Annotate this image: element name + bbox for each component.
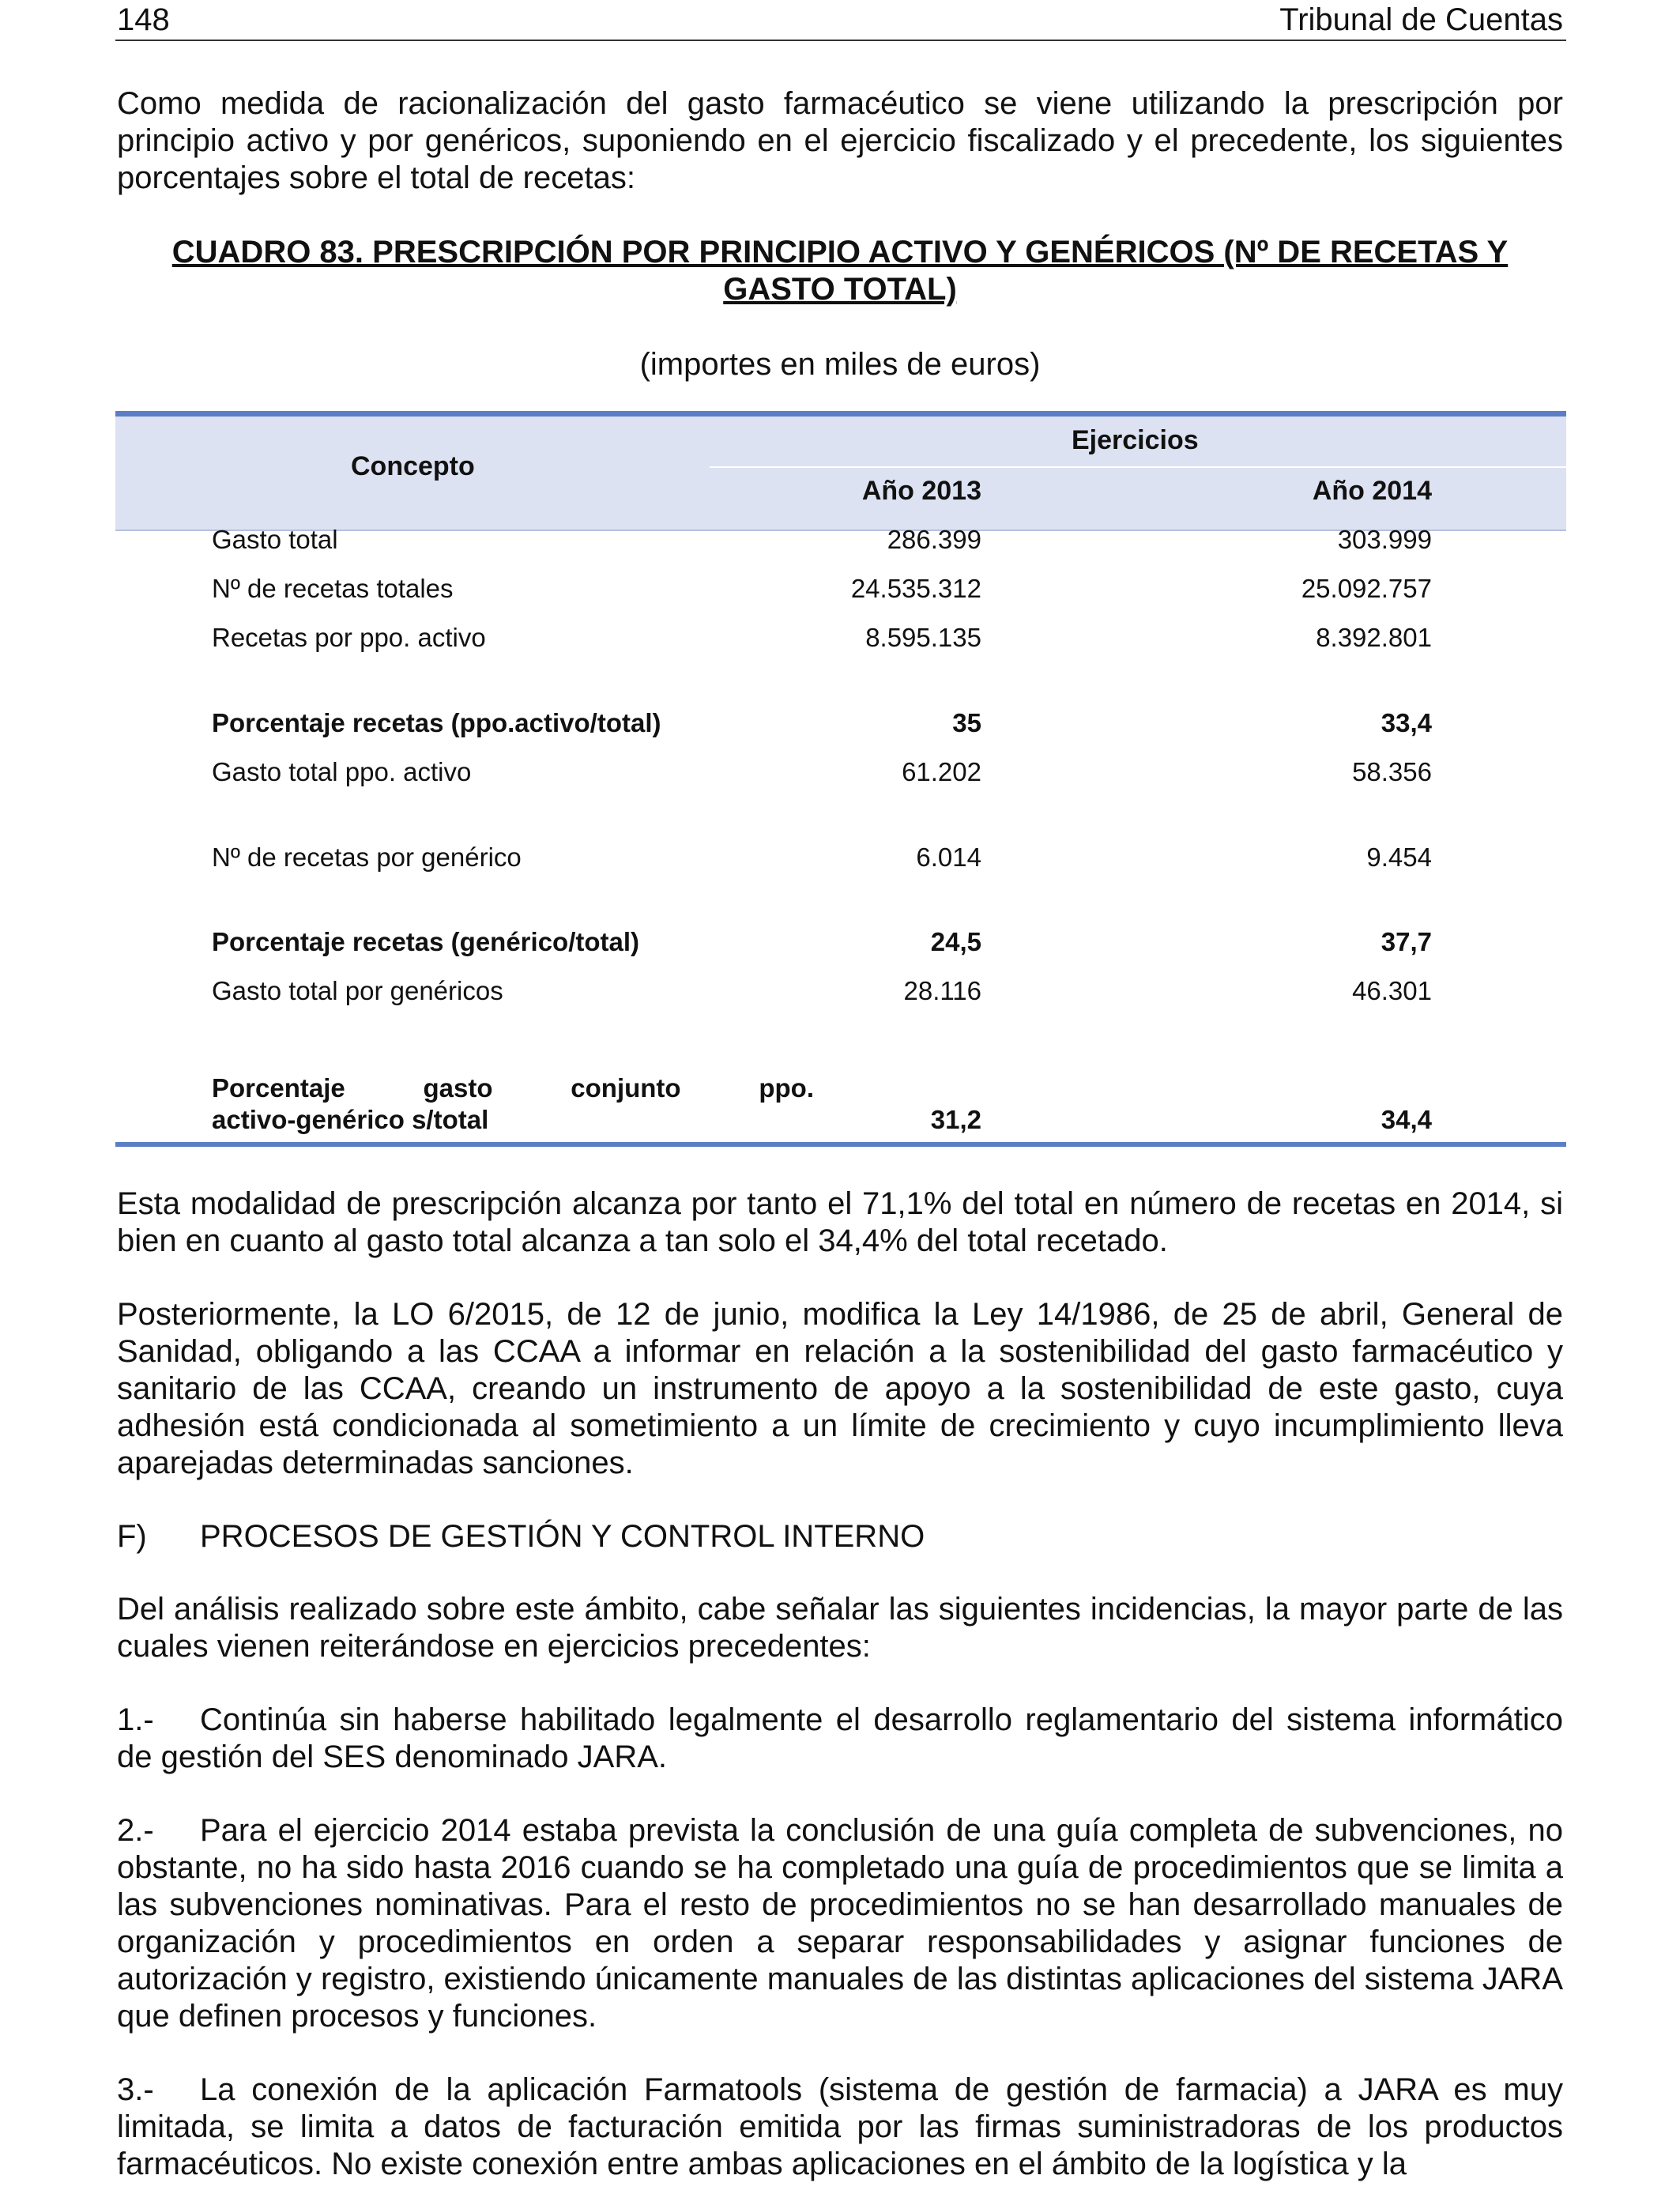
section-title: PROCESOS DE GESTIÓN Y CONTROL INTERNO [200,1519,925,1554]
column-header-2013: Año 2013 [861,476,981,506]
item-text: Continúa sin haberse habilitado legalmente el desarrollo reglamentario del sistema informático de gestión del SES denominado JARA. [117,1702,1563,1774]
row-label: Gasto total [212,525,338,554]
row-label-line: activo-genérico s/total [212,1105,489,1134]
value-2014: 58.356 [1352,757,1432,786]
table-title: CUADRO 83. PRESCRIPCIÓN POR PRINCIPIO ACTIVO Y GENÉRICOS (Nº DE RECETAS Y GASTO TOTAL) [171,235,1509,307]
value-2014: 9.454 [1366,843,1432,872]
paragraph-law: Posteriormente, la LO 6/2015, de 12 de junio, modifica la Ley 14/1986, de 25 de abril, General de Sanidad, obligando a las CCAA a informar en relación a la sostenibilidad del gasto farmacéutico y sanitario de las CCAA, creando un instrumento de apoyo a la sostenibilidad de este gasto, cuya adhesión está condicionada al sometimiento a un límite de crecimiento y cuyo incumplimiento lleva aparejadas determinadas sanciones. [117,1297,1563,1480]
value-2014: 33,4 [1381,708,1432,737]
value-2013: 8.595.135 [865,623,981,652]
value-2014: 37,7 [1381,927,1432,956]
column-header-concepto: Concepto [351,451,475,481]
intro-paragraph: Como medida de racionalización del gasto farmacéutico se viene utilizando la prescripción por principio activo y por genéricos, suponiendo en el ejercicio fiscalizado y el precedente, los siguientes porcentajes sobre el total de recetas: [117,86,1563,195]
row-label [212,1072,814,1136]
item-number: 2.- [117,1813,154,1848]
value-2014: 8.392.801 [1316,623,1432,652]
item-text: La conexión de la aplicación Farmatools (sistema de gestión de farmacia) a JARA es muy limitada, se limita a datos de facturación emitida por las firmas suministradoras de los productos farmacéuticos. No existe conexión entre ambas aplicaciones en el ámbito de la logística y la [117,2072,1563,2181]
row-label-line: Porcentaje gasto conjunto ppo. [212,1073,814,1103]
value-2014: 303.999 [1337,525,1432,554]
running-header: Tribunal de Cuentas [1279,2,1563,37]
value-2013: 31,2 [930,1105,981,1134]
value-2013: 28.116 [903,976,981,1005]
row-label: Gasto total ppo. activo [212,757,472,786]
row-label: Porcentaje recetas (ppo.activo/total) [212,708,661,737]
table-subtitle: (importes en miles de euros) [639,347,1041,382]
value-2013: 61.202 [902,757,981,786]
item-number: 1.- [117,1702,154,1737]
table-bottom-rule [115,1142,1566,1147]
list-item [117,1702,1563,1776]
value-2014: 46.301 [1352,976,1432,1005]
row-label: Porcentaje recetas (genérico/total) [212,927,640,956]
row-label: Nº de recetas por genérico [212,843,522,872]
value-2014: 34,4 [1381,1105,1432,1134]
table-header [115,417,1566,531]
column-header-2014: Año 2014 [1312,476,1432,506]
list-item [117,1812,1563,2035]
list-item [117,2071,1563,2183]
value-2013: 24,5 [930,927,981,956]
header-separator [710,466,1566,468]
row-label: Recetas por ppo. activo [212,623,486,652]
row-label: Nº de recetas totales [212,574,454,603]
value-2013: 6.014 [916,843,981,872]
paragraph-summary: Esta modalidad de prescripción alcanza por tanto el 71,1% del total en número de recetas en 2014, si bien en cuanto al gasto total alcanza a tan solo el 34,4% del total recetado. [117,1186,1563,1258]
item-number: 3.- [117,2072,154,2107]
value-2014: 25.092.757 [1301,574,1432,603]
table-top-rule [115,411,1566,417]
value-2013: 35 [952,708,981,737]
section-heading [117,1518,925,1555]
header-rule [115,40,1566,41]
row-label: Gasto total por genéricos [212,976,503,1005]
value-2013: 286.399 [887,525,981,554]
section-letter: F) [117,1519,147,1554]
paragraph-section-intro: Del análisis realizado sobre este ámbito, cabe señalar las siguientes incidencias, la mayor parte de las cuales vienen reiterándose en ejercicios precedentes: [117,1592,1563,1664]
item-text: Para el ejercicio 2014 estaba prevista la conclusión de una guía completa de subvenciones, no obstante, no ha sido hasta 2016 cuando se ha completado una guía de procedimientos que se limita a las subvenciones nominativas. Para el resto de procedimientos no se han desarrollado manuales de organización y procedimientos en orden a separar responsabilidades y asignar funciones de autorización y registro, existiendo únicamente manuales de las distintas aplicaciones del sistema JARA que definen procesos y funciones. [117,1813,1563,2034]
page-number: 148 [117,2,170,37]
value-2013: 24.535.312 [850,574,981,603]
column-header-ejercicios: Ejercicios [1072,425,1199,455]
